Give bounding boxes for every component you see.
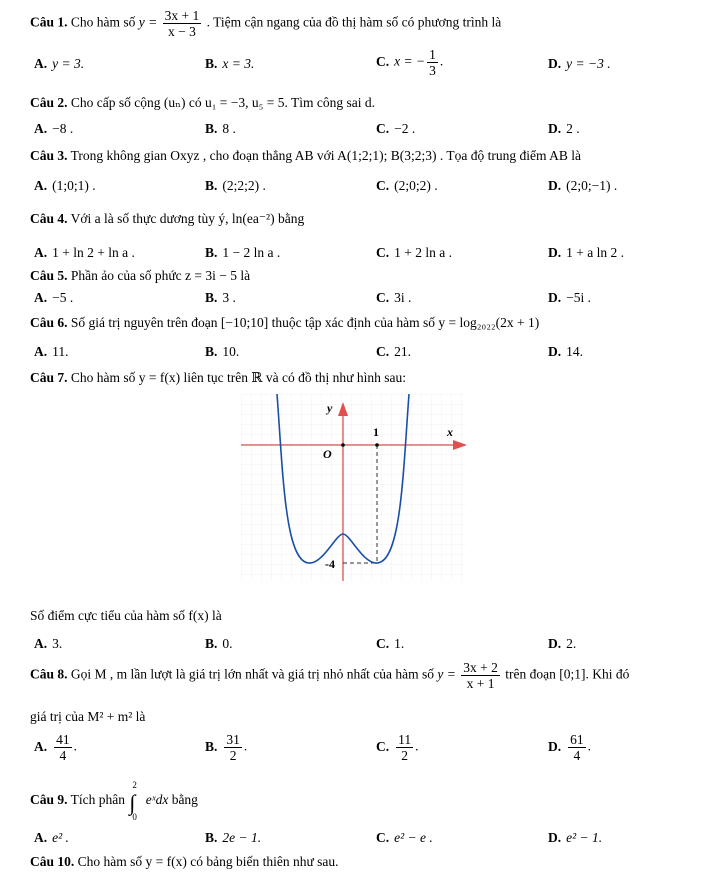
option-c[interactable]	[376, 830, 433, 846]
question-text: bằng	[171, 792, 198, 808]
option-value: (2;0;2) .	[394, 178, 438, 193]
integral-sign: 2 ∫ 0	[129, 780, 137, 822]
question-text: Số điểm cực tiểu của hàm số f(x) là	[30, 608, 222, 623]
option-value: 1.	[394, 636, 405, 651]
option-label: C.	[376, 53, 390, 69]
option-label: B.	[205, 56, 218, 71]
option-label: B.	[205, 830, 218, 845]
option-c[interactable]	[376, 178, 438, 194]
question-2	[30, 95, 708, 111]
option-value: 10.	[222, 344, 240, 359]
option-value: 11.	[52, 344, 69, 359]
option-label: A.	[34, 344, 48, 359]
option-value: e² − e .	[394, 830, 433, 845]
integral-lower: 0	[132, 812, 137, 822]
numerator: 11	[398, 732, 412, 747]
option-value: 1 + 2 ln a .	[394, 245, 452, 260]
question-text: Cho cấp số cộng (uₙ) có u₁ = −3, u₅ = 5. Tìm công sai d.	[70, 95, 375, 110]
question-text: Cho hàm số y = f(x) có bảng biến thiên như sau.	[77, 854, 339, 869]
option-value: 1 − 2 ln a .	[222, 245, 281, 260]
fraction	[224, 732, 242, 763]
question-9-options	[0, 830, 720, 850]
question-1-options	[0, 47, 720, 78]
option-label: C.	[376, 178, 390, 193]
numerator: 31	[226, 732, 240, 747]
option-b[interactable]	[205, 636, 233, 652]
option-value: y = 3.	[52, 56, 85, 71]
question-text: Số giá trị nguyên trên đoạn [−10;10] thuộc tập xác định của hàm số y = log₂₀₂₂(2x + 1)	[70, 315, 540, 330]
denominator: x − 3	[168, 24, 196, 39]
fraction	[427, 47, 438, 78]
option-d[interactable]	[548, 121, 580, 137]
option-d[interactable]	[548, 245, 624, 261]
option-value: 1 + a ln 2 .	[566, 245, 624, 260]
origin-label: O	[323, 447, 332, 461]
option-value: .	[439, 53, 444, 69]
question-label: Câu 6.	[30, 315, 68, 330]
question-text: giá trị của M² + m² là	[30, 709, 146, 724]
option-d[interactable]	[548, 830, 602, 846]
option-c[interactable]	[376, 47, 443, 78]
option-value: e² .	[52, 830, 69, 845]
option-a[interactable]	[34, 245, 135, 261]
option-label: A.	[34, 636, 48, 651]
option-c[interactable]	[376, 245, 452, 261]
question-text: trên đoạn [0;1]. Khi đó	[505, 666, 630, 682]
numerator: 61	[570, 732, 584, 747]
option-label: B.	[205, 290, 218, 305]
question-5-options	[0, 290, 720, 310]
option-value: y = −3 .	[566, 56, 611, 71]
option-value: 3 .	[222, 290, 236, 305]
question-7-options	[0, 636, 720, 656]
option-value: −2 .	[394, 121, 416, 136]
question-label: Câu 8.	[30, 666, 68, 682]
question-label: Câu 4.	[30, 211, 68, 226]
question-2-options	[0, 121, 720, 141]
question-4-options	[0, 245, 720, 265]
option-label: D.	[548, 121, 562, 136]
option-c[interactable]: C. $\frac{11}{2}$ .	[376, 732, 419, 763]
question-7	[30, 370, 708, 386]
denominator: x + 1	[466, 676, 495, 691]
question-6-options	[0, 344, 720, 364]
option-label: B.	[205, 178, 218, 193]
integral-upper: 2	[132, 780, 137, 790]
option-value: 0.	[222, 636, 233, 651]
fraction	[568, 732, 586, 763]
question-text: Trong không gian Oxyz , cho đoạn thẳng AB với A(1;2;1); B(3;2;3) . Tọa độ trung điểm AB là	[70, 148, 582, 163]
function-graph	[241, 394, 466, 581]
question-7-prompt	[30, 608, 708, 624]
option-d[interactable]: D. $\frac{61}{4}$ .	[548, 732, 591, 763]
option-label: C.	[376, 636, 390, 651]
option-value: 3.	[52, 636, 63, 651]
question-label: Câu 2.	[30, 95, 68, 110]
question-6	[30, 315, 708, 331]
option-b[interactable]	[205, 245, 280, 261]
option-label: D.	[548, 830, 562, 845]
question-text: Cho hàm số y = f(x) liên tục trên ℝ và có đồ thị như hình sau:	[70, 370, 406, 385]
option-a[interactable]	[34, 178, 96, 194]
fraction	[54, 732, 72, 763]
option-value: e² − 1.	[566, 830, 603, 845]
option-b[interactable]: B. $\frac{31}{2}$ .	[205, 732, 248, 763]
fraction	[163, 8, 202, 39]
option-value: 8 .	[222, 121, 236, 136]
option-value: 2e − 1.	[222, 830, 262, 845]
y-tick-label: -4	[325, 557, 335, 571]
option-c[interactable]	[376, 121, 415, 137]
option-value: 14.	[566, 344, 583, 359]
question-3	[30, 148, 708, 164]
y-axis-label: y	[327, 401, 333, 415]
option-value: −8 .	[52, 121, 74, 136]
option-label: C.	[376, 344, 390, 359]
option-value: 21.	[394, 344, 411, 359]
question-10	[30, 854, 708, 870]
question-text: Với a là số thực dương tùy ý, ln(ea⁻²) bằng	[70, 211, 305, 226]
graph-grid	[241, 394, 466, 581]
question-text: Gọi M , m lần lượt là giá trị lớn nhất và giá trị nhỏ nhất của hàm số	[70, 666, 435, 682]
option-label: D.	[548, 636, 562, 651]
numerator: 3x + 2	[463, 660, 498, 675]
option-value: −5i .	[566, 290, 591, 305]
origin-point	[341, 443, 345, 447]
question-8	[30, 660, 708, 691]
option-a[interactable]	[34, 290, 73, 306]
function-lhs: y =	[437, 666, 456, 682]
option-label: D.	[548, 56, 562, 71]
option-b[interactable]	[205, 56, 254, 72]
option-label: B.	[205, 738, 218, 754]
question-label: Câu 5.	[30, 268, 68, 283]
option-value: x = −	[394, 53, 426, 69]
option-label: C.	[376, 830, 390, 845]
option-d[interactable]	[548, 178, 617, 194]
denominator: 2	[401, 748, 408, 763]
question-1	[30, 8, 708, 39]
option-label: C.	[376, 245, 390, 260]
option-label: D.	[548, 290, 562, 305]
option-label: B.	[205, 344, 218, 359]
question-label: Câu 1.	[30, 14, 68, 30]
option-b[interactable]	[205, 344, 239, 360]
option-c[interactable]	[376, 344, 411, 360]
question-label: Câu 7.	[30, 370, 68, 385]
option-d[interactable]	[548, 636, 576, 652]
option-a[interactable]	[34, 56, 84, 72]
question-3-options	[0, 178, 720, 198]
option-value: 2 .	[566, 121, 580, 136]
question-9	[30, 780, 708, 822]
x-tick-label: 1	[373, 425, 379, 439]
option-label: A.	[34, 56, 48, 71]
option-label: D.	[548, 738, 562, 754]
denominator: 4	[59, 748, 67, 763]
option-value: (2;2;2) .	[222, 178, 266, 193]
denominator: 2	[229, 748, 237, 763]
option-label: A.	[34, 290, 48, 305]
option-d[interactable]	[548, 290, 591, 306]
numerator: 1	[429, 47, 436, 62]
option-c[interactable]	[376, 290, 411, 306]
option-label: B.	[205, 245, 218, 260]
option-value: −5 .	[52, 290, 74, 305]
option-label: A.	[34, 245, 48, 260]
fraction	[396, 732, 413, 763]
function-lhs: y =	[138, 14, 158, 30]
option-label: C.	[376, 290, 390, 305]
option-label: D.	[548, 245, 562, 260]
question-5	[30, 268, 708, 284]
integrand: eˣdx	[145, 792, 169, 808]
option-a[interactable]	[34, 121, 73, 137]
option-b[interactable]	[205, 830, 261, 846]
option-label: A.	[34, 738, 48, 754]
option-label: A.	[34, 121, 48, 136]
option-d[interactable]	[548, 344, 583, 360]
question-text: . Tiệm cận ngang của đồ thị hàm số có phương trình là	[206, 14, 502, 30]
denominator: 4	[573, 748, 581, 763]
option-label: A.	[34, 178, 48, 193]
question-8-line2	[30, 709, 708, 725]
numerator: 3x + 1	[164, 8, 200, 23]
option-label: C.	[376, 738, 390, 754]
question-label: Câu 10.	[30, 854, 75, 869]
option-value: 1 + ln 2 + ln a .	[52, 245, 135, 260]
question-label: Câu 9.	[30, 792, 68, 808]
option-b[interactable]	[205, 178, 266, 194]
option-b[interactable]	[205, 290, 236, 306]
option-label: B.	[205, 636, 218, 651]
option-label: B.	[205, 121, 218, 136]
option-label: C.	[376, 121, 390, 136]
option-a[interactable]: A. $\frac{41}{4}$ .	[34, 732, 77, 763]
option-a[interactable]	[34, 344, 69, 360]
option-a[interactable]	[34, 636, 62, 652]
option-value: (2;0;−1) .	[566, 178, 618, 193]
question-label: Câu 3.	[30, 148, 68, 163]
question-text: Tích phân	[70, 792, 126, 808]
option-b[interactable]	[205, 121, 236, 137]
option-label: D.	[548, 178, 562, 193]
question-text: Phần ảo của số phức z = 3i − 5 là	[70, 268, 251, 283]
denominator: 3	[429, 63, 436, 78]
option-c[interactable]	[376, 636, 404, 652]
x-axis-label: x	[447, 425, 453, 439]
option-label: A.	[34, 830, 48, 845]
x-tick-point	[375, 443, 379, 447]
option-value: (1;0;1) .	[52, 178, 96, 193]
question-8-options	[0, 732, 720, 763]
numerator: 41	[56, 732, 70, 747]
option-d[interactable]	[548, 56, 611, 72]
question-4	[30, 211, 708, 227]
fraction	[461, 660, 500, 691]
question-text: Cho hàm số	[70, 14, 136, 30]
option-a[interactable]	[34, 830, 69, 846]
option-label: D.	[548, 344, 562, 359]
option-value: 3i .	[394, 290, 412, 305]
option-value: 2.	[566, 636, 577, 651]
option-value: x = 3.	[222, 56, 255, 71]
